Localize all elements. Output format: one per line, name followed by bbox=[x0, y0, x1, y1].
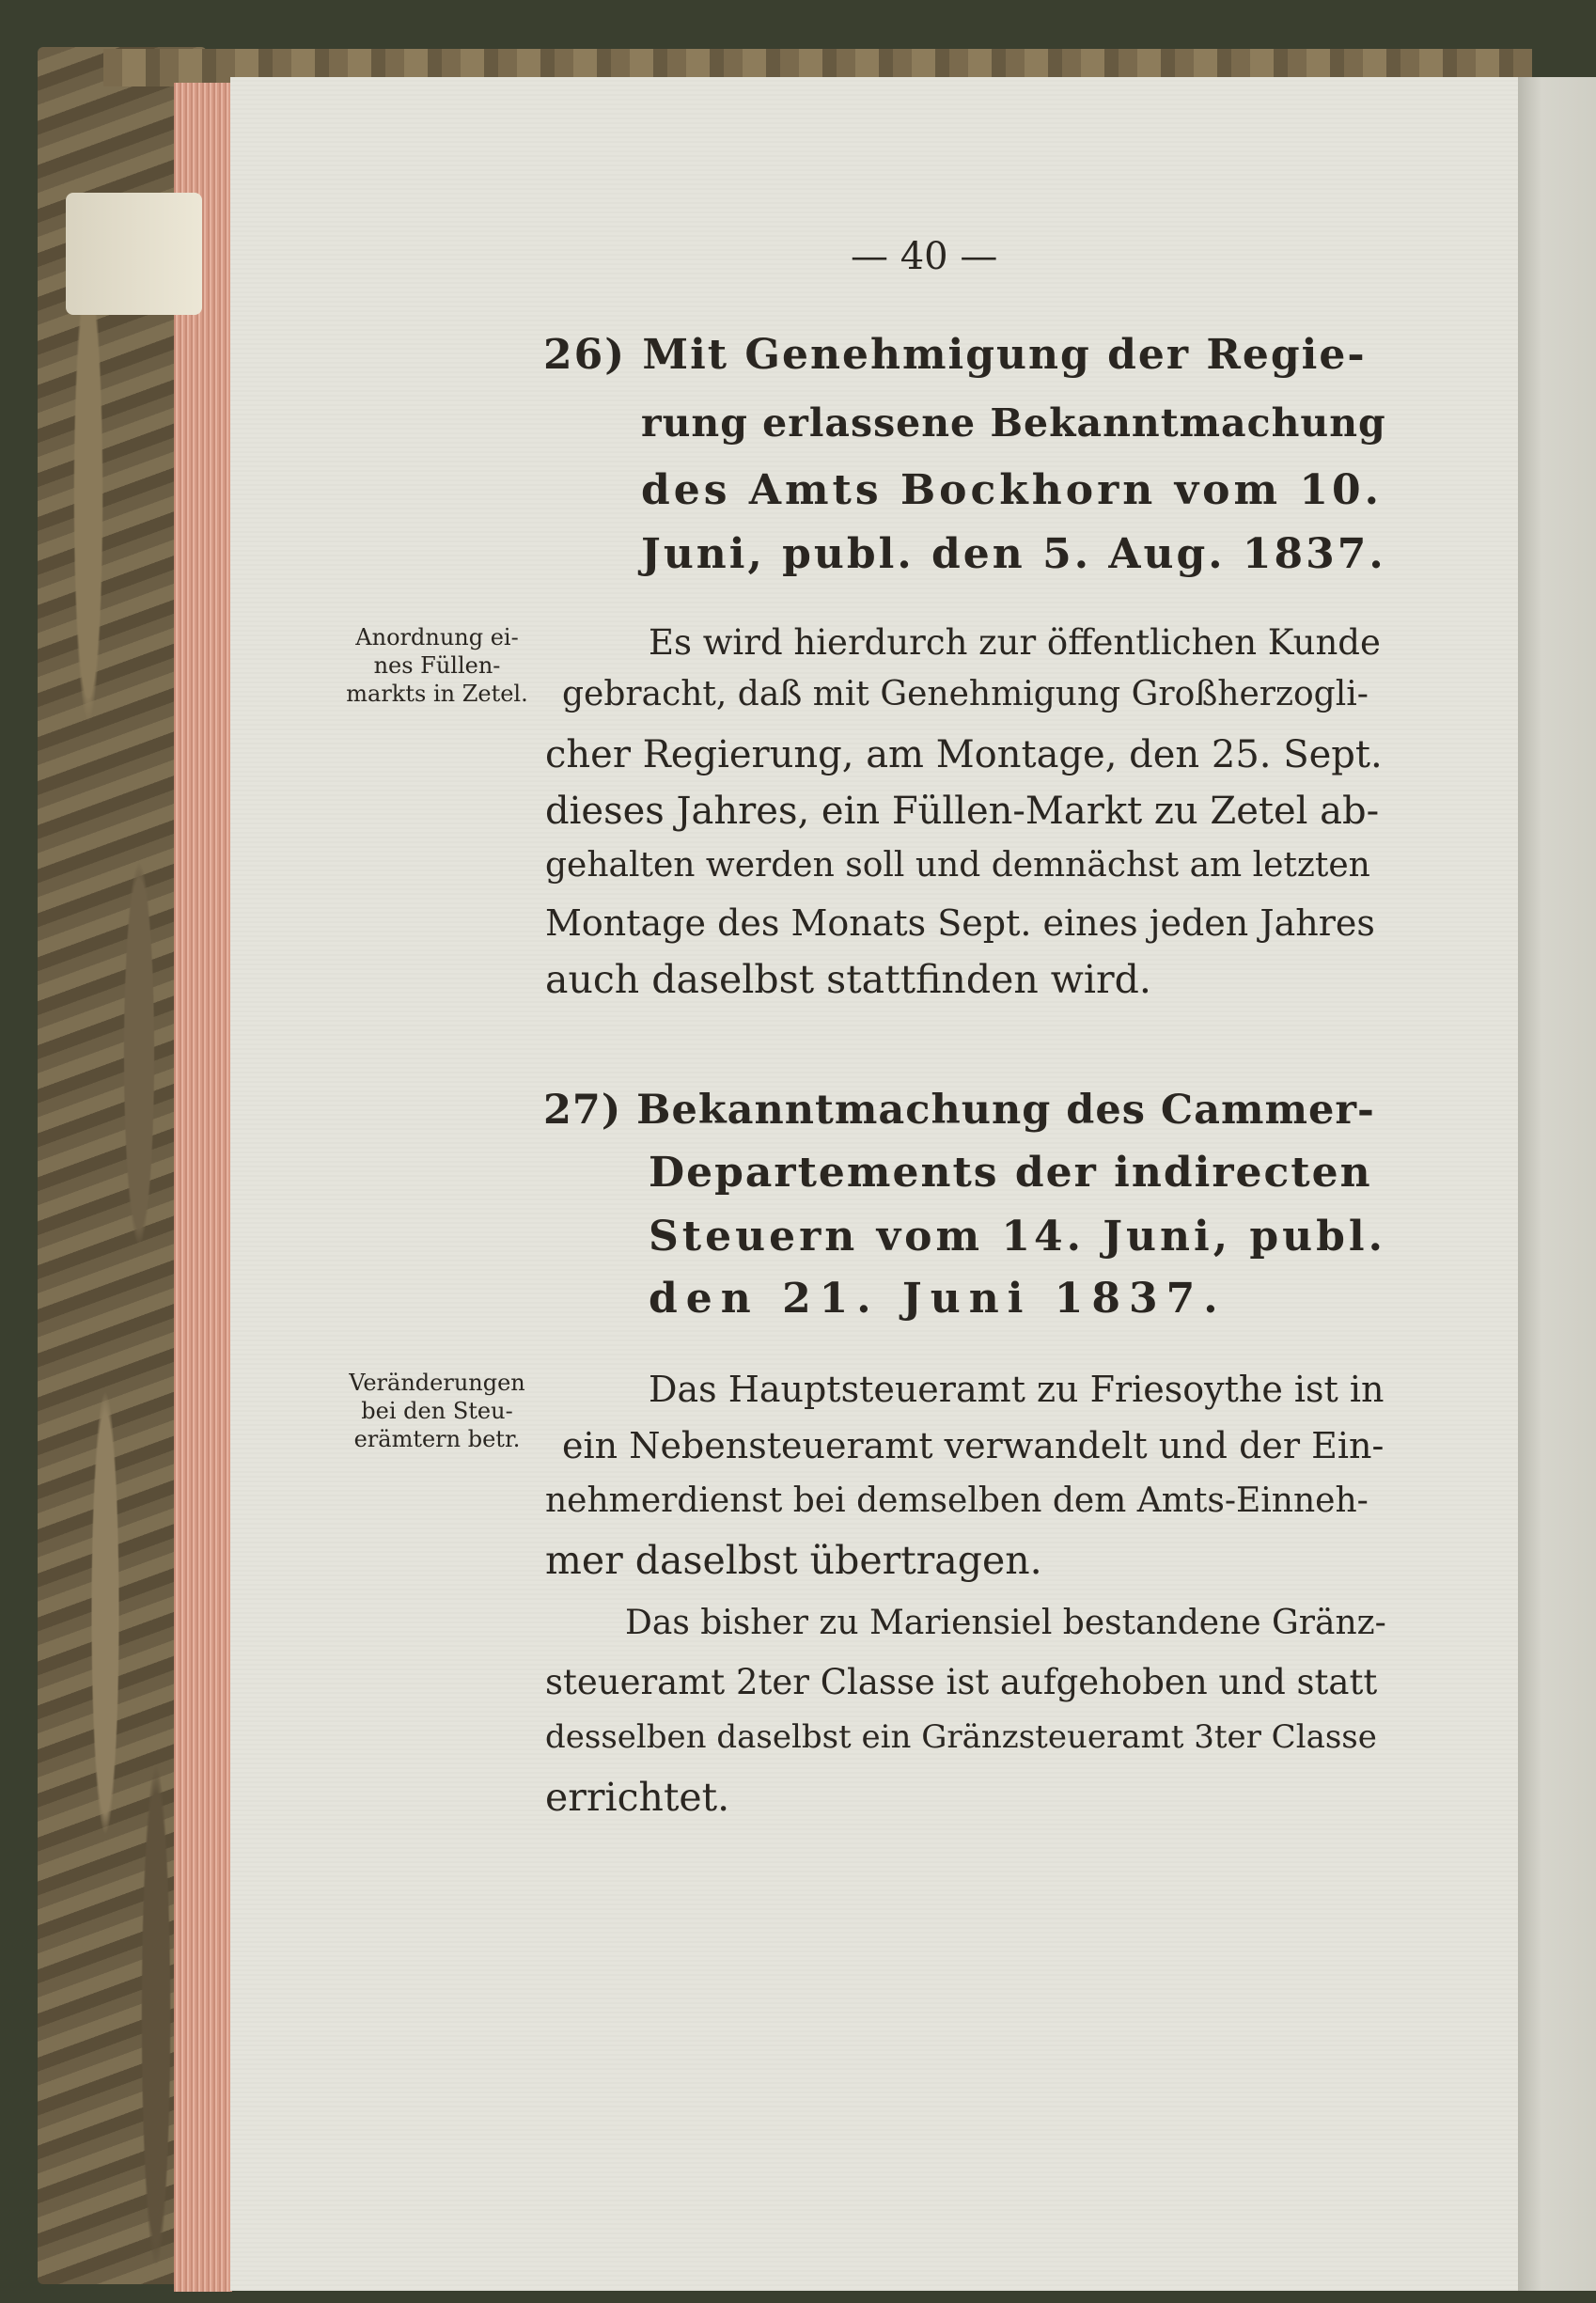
margin-note-26-line: nes Füllen- bbox=[373, 652, 501, 679]
body-26-line-7: auch daselbst stattfinden wird. bbox=[545, 957, 1151, 1002]
body-27b-line-2: steueramt 2ter Classe ist aufgehoben und statt bbox=[545, 1662, 1378, 1702]
heading-27-line-3: Steuern vom 14. Juni, publ. bbox=[649, 1213, 1386, 1261]
body-27-line-3: nehmerdienst bei demselben dem Amts-Einneh- bbox=[545, 1481, 1369, 1520]
margin-note-26-line: Anordnung ei- bbox=[355, 624, 519, 650]
bookmark-tab bbox=[66, 193, 202, 315]
margin-note-27-line: Veränderungen bbox=[349, 1370, 525, 1396]
heading-26-line-2: rung erlassene Bekanntmachung bbox=[641, 400, 1386, 446]
heading-27-line-4: den 21. Juni 1837. bbox=[649, 1275, 1227, 1323]
body-27-line-1: Das Hauptsteueramt zu Friesoythe ist in bbox=[649, 1369, 1385, 1410]
body-26-line-1: Es wird hierdurch zur öffentlichen Kunde bbox=[649, 622, 1381, 663]
body-27b-line-1: Das bisher zu Mariensiel bestandene Gränz- bbox=[625, 1604, 1386, 1642]
margin-note-26 bbox=[324, 623, 550, 708]
body-26-line-3: cher Regierung, am Montage, den 25. Sept. bbox=[545, 733, 1383, 776]
heading-26-line-4: Juni, publ. den 5. Aug. 1837. bbox=[641, 530, 1386, 578]
margin-note-27-line: bei den Steu- bbox=[361, 1398, 513, 1424]
heading-26-line-1: 26) Mit Genehmigung der Regie- bbox=[543, 331, 1367, 379]
margin-note-26-line: markts in Zetel. bbox=[346, 681, 528, 707]
body-26-line-2: gebracht, daß mit Genehmigung Großherzogli- bbox=[562, 675, 1369, 713]
body-27-line-4: mer daselbst übertragen. bbox=[545, 1538, 1042, 1583]
facing-page-edge bbox=[1518, 77, 1596, 2291]
body-27b-line-4: errichtet. bbox=[545, 1775, 730, 1820]
heading-27-line-2: Departements der indirecten bbox=[649, 1149, 1372, 1197]
heading-26-line-3: des Amts Bockhorn vom 10. bbox=[641, 466, 1383, 514]
margin-note-27-line: erämtern betr. bbox=[353, 1426, 521, 1452]
body-26-line-5: gehalten werden soll und demnächst am letzten bbox=[545, 846, 1370, 885]
heading-27-line-1: 27) Bekanntmachung des Cammer- bbox=[543, 1087, 1375, 1134]
margin-note-27 bbox=[320, 1369, 555, 1453]
page-edges bbox=[174, 83, 232, 2292]
page-number: — 40 — bbox=[851, 235, 998, 278]
body-27b-line-3: desselben daselbst ein Gränzsteueramt 3ter Classe bbox=[545, 1718, 1377, 1756]
body-26-line-6: Montage des Monats Sept. eines jeden Jahres bbox=[545, 902, 1375, 944]
body-26-line-4: dieses Jahres, ein Füllen-Markt zu Zetel ab- bbox=[545, 790, 1380, 833]
body-27-line-2: ein Nebensteueramt verwandelt und der Ein- bbox=[562, 1425, 1385, 1466]
